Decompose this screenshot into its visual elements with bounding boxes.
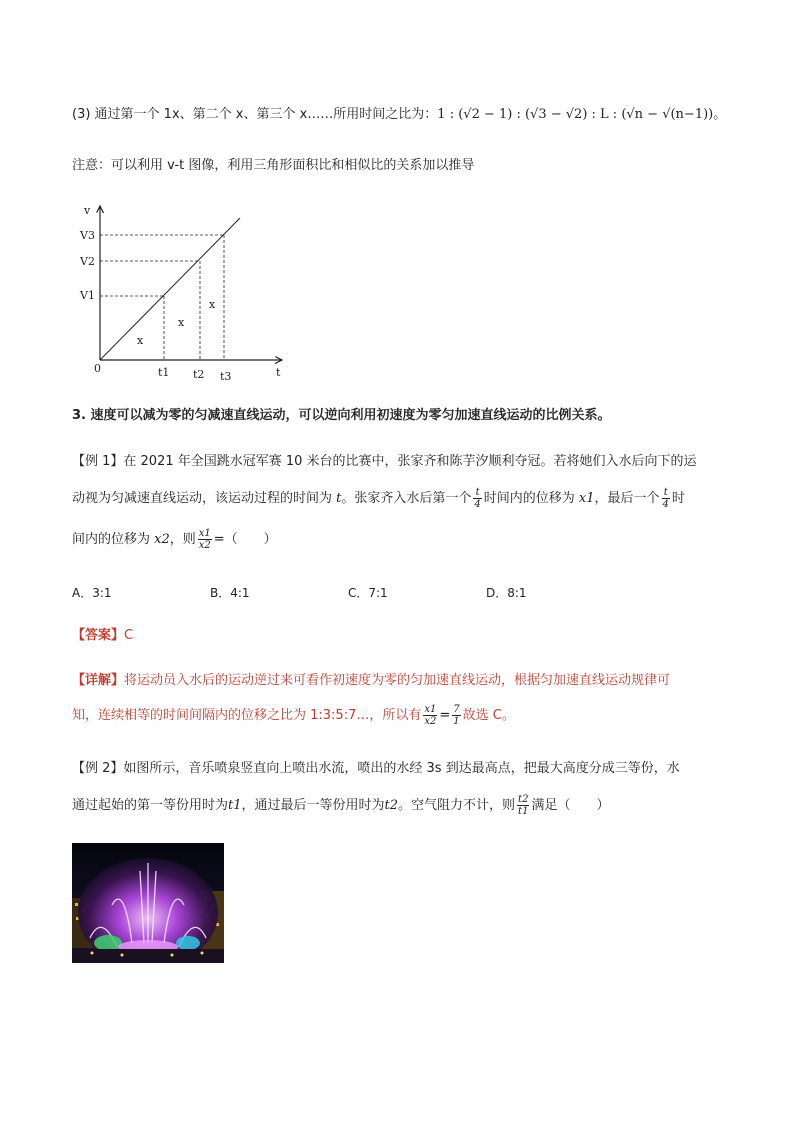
detail-frac-x: $\frac{x1}{x2}$ (424, 704, 437, 727)
detail-line1: 【详解】将运动员入水后的运动逆过来可看作初速度为零的匀加速直线运动，根据匀加速直线运动规律可 (72, 673, 671, 688)
rule3-end: 。 (713, 107, 727, 122)
v-axis-label: v (84, 204, 91, 217)
rule3-lead: (3) 通过第一个 1x、第二个 x、第三个 x……所用时间之比为： (72, 107, 438, 122)
ex2-line1: 【例 2】如图所示，音乐喷泉竖直向上喷出水流，喷出的水经 3s 到达最高点，把最大高度分成三等份，水 (72, 761, 680, 776)
area-label-2: x (178, 316, 185, 329)
area-label-3: x (209, 298, 216, 311)
ex1-option-b: B．4:1 (210, 586, 250, 600)
ex1-option-a: A．3:1 (72, 586, 112, 600)
ex2-frac: $\frac{t2}{t1}$ (518, 794, 529, 817)
section3-heading: 3. 速度可以减为零的匀减速直线运动，可以逆向利用初速度为零匀加速直线运动的比例关系。 (72, 408, 611, 423)
t1-label: t1 (158, 366, 170, 379)
answer-value: C (124, 628, 134, 643)
ex1-frac-a: $\frac{t}{4}$ (474, 487, 481, 510)
velocity-line (100, 218, 240, 360)
v3-label: V3 (80, 229, 95, 242)
area-label-1: x (137, 334, 144, 347)
v2-label: V2 (80, 255, 95, 268)
fountain-illustration (72, 843, 224, 963)
detail-line2: 知，连续相等的时间间隔内的位移之比为 1:3:5:7…，所以有 $\frac{x1}{x2}$ = $\frac{7}{1}$ 故选 C。 (72, 704, 515, 727)
ex1-line1: 【例 1】在 2021 年全国跳水冠军赛 10 米台的比赛中，张家齐和陈芋汐顺利夺冠。若将她们入水后向下的运 (72, 454, 697, 469)
ex1-frac-b: $\frac{t}{4}$ (662, 487, 669, 510)
note-text: 注意：可以利用 v-t 图像，利用三角形面积比和相似比的关系加以推导 (72, 158, 475, 173)
detail-label: 【详解】 (72, 673, 125, 688)
ex1-line2: 动视为匀减速直线运动，该运动过程的时间为 t。张家齐入水后第一个 $\frac{t}{4}$ 时间内的位移为 x1，最后一个 $\frac{t}{4}$ 时 (72, 487, 685, 510)
v1-label: V1 (80, 289, 95, 302)
ex1-ratio-frac: $\frac{x1}{x2}$ (198, 528, 211, 551)
t-axis-label: t (276, 366, 281, 379)
rule3-line (72, 104, 726, 126)
answer-label: 【答案】 (72, 628, 125, 643)
t3-label: t3 (220, 370, 232, 383)
fountain-photo (72, 843, 224, 963)
ex1-option-d: D．8:1 (486, 586, 527, 600)
t2-label: t2 (193, 368, 205, 381)
ex1-line3: 间内的位移为 x2，则 $\frac{x1}{x2}$ =（ ） (72, 528, 277, 551)
detail-frac-7: $\frac{7}{1}$ (453, 704, 460, 727)
rule3-ratio: 1 : (√2 − 1) : (√3 − √2) : L : (√n − √(n−1)) (437, 107, 714, 122)
vt-graph (72, 198, 302, 388)
ex1-option-c: C．7:1 (348, 586, 388, 600)
origin-label: 0 (94, 362, 101, 375)
answer-line (72, 625, 133, 647)
ex2-line2: 通过起始的第一等份用时为t1，通过最后一等份用时为t2。空气阻力不计，则 $\frac{t2}{t1}$ 满足（ ） (72, 794, 610, 817)
